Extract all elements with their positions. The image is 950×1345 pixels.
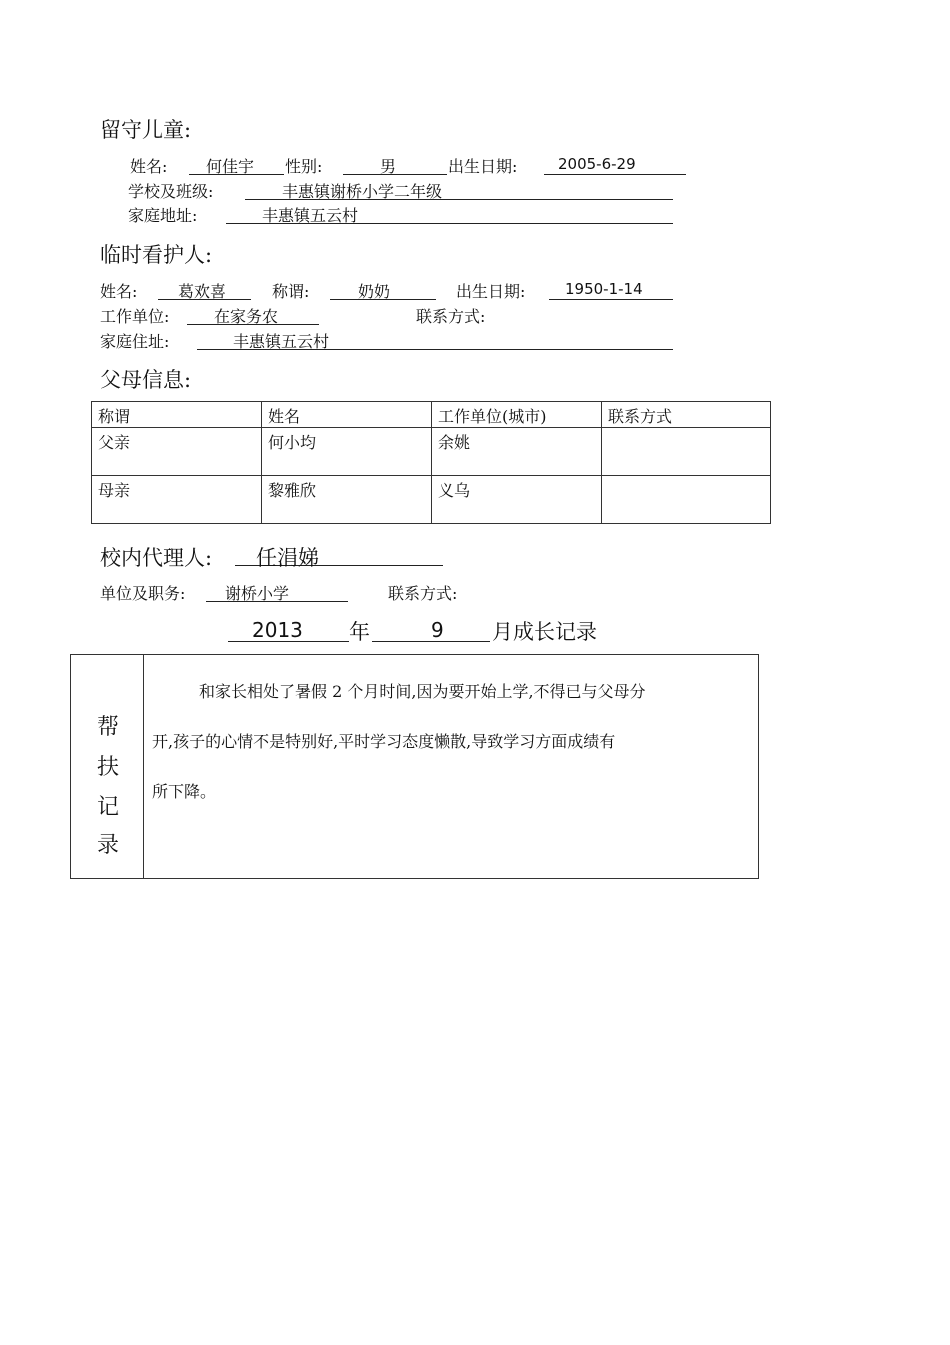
agent-unit-value: 谢桥小学 xyxy=(225,584,290,603)
column-header: 称谓 xyxy=(92,402,262,428)
guardian-relation-label: 称谓: xyxy=(272,282,310,301)
guardian-work-field xyxy=(187,304,319,325)
child-school-field xyxy=(245,179,673,200)
record-year-value: 2013 xyxy=(252,618,303,642)
side-char: 扶 xyxy=(97,755,120,780)
record-line: 开,孩子的心情不是特别好,平时学习态度懒散,导致学习方面成绩有 xyxy=(152,732,616,751)
guardian-heading: 临时看护人: xyxy=(100,243,213,267)
table-row xyxy=(92,476,771,524)
agent-contact-label: 联系方式: xyxy=(388,584,458,603)
child-name-field xyxy=(189,154,284,175)
table-cell xyxy=(602,476,771,524)
guardian-relation-field xyxy=(330,279,436,300)
guardian-address-value: 丰惠镇五云村 xyxy=(233,332,330,351)
child-name-value: 何佳宇 xyxy=(206,157,255,176)
table-row xyxy=(92,428,771,476)
record-year-field xyxy=(228,618,349,642)
side-char: 录 xyxy=(97,833,120,858)
guardian-address-label: 家庭住址: xyxy=(100,332,170,351)
child-gender-field xyxy=(343,154,447,175)
parents-table xyxy=(91,401,771,524)
child-address-label: 家庭地址: xyxy=(128,206,198,225)
side-char: 帮 xyxy=(97,715,120,740)
table-cell: 黎雅欣 xyxy=(262,476,432,524)
record-text xyxy=(152,667,742,817)
child-birth-value: 2005-6-29 xyxy=(558,155,636,173)
guardian-name-field xyxy=(158,279,251,300)
table-cell: 义乌 xyxy=(432,476,602,524)
table-cell: 母亲 xyxy=(92,476,262,524)
agent-unit-field xyxy=(206,581,348,602)
agent-label: 校内代理人: xyxy=(100,546,213,570)
child-gender-label: 性别: xyxy=(285,157,323,176)
column-header: 联系方式 xyxy=(602,402,771,428)
record-title-suffix: 月成长记录 xyxy=(492,620,597,644)
record-line: 所下降。 xyxy=(152,782,217,801)
child-school-label: 学校及班级: xyxy=(128,182,214,201)
support-record-box xyxy=(70,654,759,879)
record-month-value: 9 xyxy=(431,618,444,642)
guardian-work-label: 工作单位: xyxy=(100,307,170,326)
guardian-name-label: 姓名: xyxy=(100,282,138,301)
guardian-contact-label: 联系方式: xyxy=(416,307,486,326)
parents-header-row xyxy=(92,402,771,428)
side-char: 记 xyxy=(97,795,120,820)
guardian-birth-field xyxy=(549,279,673,300)
record-side-label xyxy=(71,655,144,878)
table-cell: 余姚 xyxy=(432,428,602,476)
table-cell: 何小均 xyxy=(262,428,432,476)
record-year-char: 年 xyxy=(349,620,370,644)
child-heading: 留守儿童: xyxy=(100,118,192,142)
child-birth-field xyxy=(544,154,686,175)
child-gender-value: 男 xyxy=(380,157,397,176)
agent-name-value: 任涓娣 xyxy=(256,546,319,570)
column-header: 工作单位(城市) xyxy=(432,402,602,428)
guardian-address-field xyxy=(197,329,673,350)
table-cell: 父亲 xyxy=(92,428,262,476)
column-header: 姓名 xyxy=(262,402,432,428)
child-school-value: 丰惠镇谢桥小学二年级 xyxy=(282,182,443,201)
child-address-value: 丰惠镇五云村 xyxy=(262,206,359,225)
record-line: 和家长相处了暑假 2 个月时间,因为要开始上学,不得已与父母分 xyxy=(199,682,646,701)
guardian-birth-label: 出生日期: xyxy=(456,282,526,301)
guardian-relation-value: 奶奶 xyxy=(358,282,391,301)
parents-heading: 父母信息: xyxy=(100,368,192,392)
child-address-field xyxy=(226,203,673,224)
guardian-birth-value: 1950-1-14 xyxy=(565,280,643,298)
agent-name-field xyxy=(235,544,443,570)
child-birth-label: 出生日期: xyxy=(448,157,518,176)
child-name-label: 姓名: xyxy=(130,157,168,176)
table-cell xyxy=(602,428,771,476)
guardian-work-value: 在家务农 xyxy=(214,307,279,326)
record-month-field xyxy=(372,618,490,642)
agent-unit-label: 单位及职务: xyxy=(100,584,186,603)
guardian-name-value: 葛欢喜 xyxy=(178,282,227,301)
